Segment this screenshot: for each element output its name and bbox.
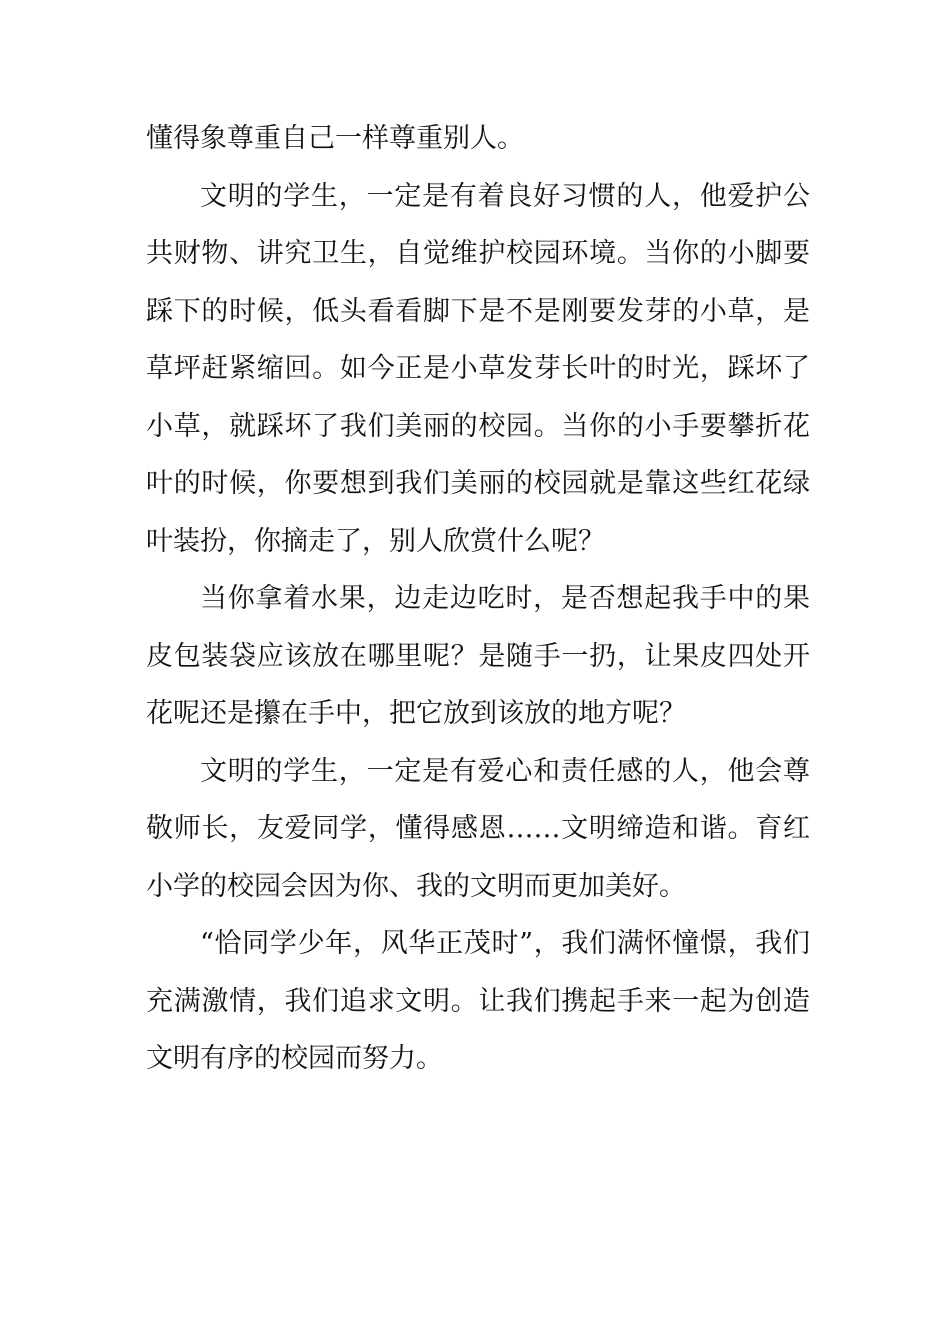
paragraph-2: 文明的学生，一定是有着良好习惯的人，他爱护公共财物、讲究卫生，自觉维护校园环境。当你的小脚要踩下的时候，低头看看脚下是不是刚要发芽的小草，是草坪赶紧缩回。如今正是小草发芽长叶的时光，踩坏了小草，就踩坏了我们美丽的校园。当你的小手要攀折花叶的时候，你要想到我们美丽的校园就是靠这些红花绿叶装扮，你摘走了，别人欣赏什么呢？	[146, 180, 810, 557]
document-body	[146, 110, 810, 1088]
paragraph-1: 懂得象尊重自己一样尊重别人。	[146, 123, 524, 154]
paragraph-5: “恰同学少年，风华正茂时”，我们满怀憧憬，我们充满激情，我们追求文明。让我们携起手来一起为创造文明有序的校园而努力。	[146, 928, 810, 1074]
paragraph-3: 当你拿着水果，边走边吃时，是否想起我手中的果皮包装袋应该放在哪里呢？是随手一扔，让果皮四处开花呢还是攥在手中，把它放到该放的地方呢？	[146, 583, 810, 729]
paragraph-4: 文明的学生，一定是有爱心和责任感的人，他会尊敬师长，友爱同学，懂得感恩……文明缔造和谐。育红小学的校园会因为你、我的文明而更加美好。	[146, 755, 810, 902]
